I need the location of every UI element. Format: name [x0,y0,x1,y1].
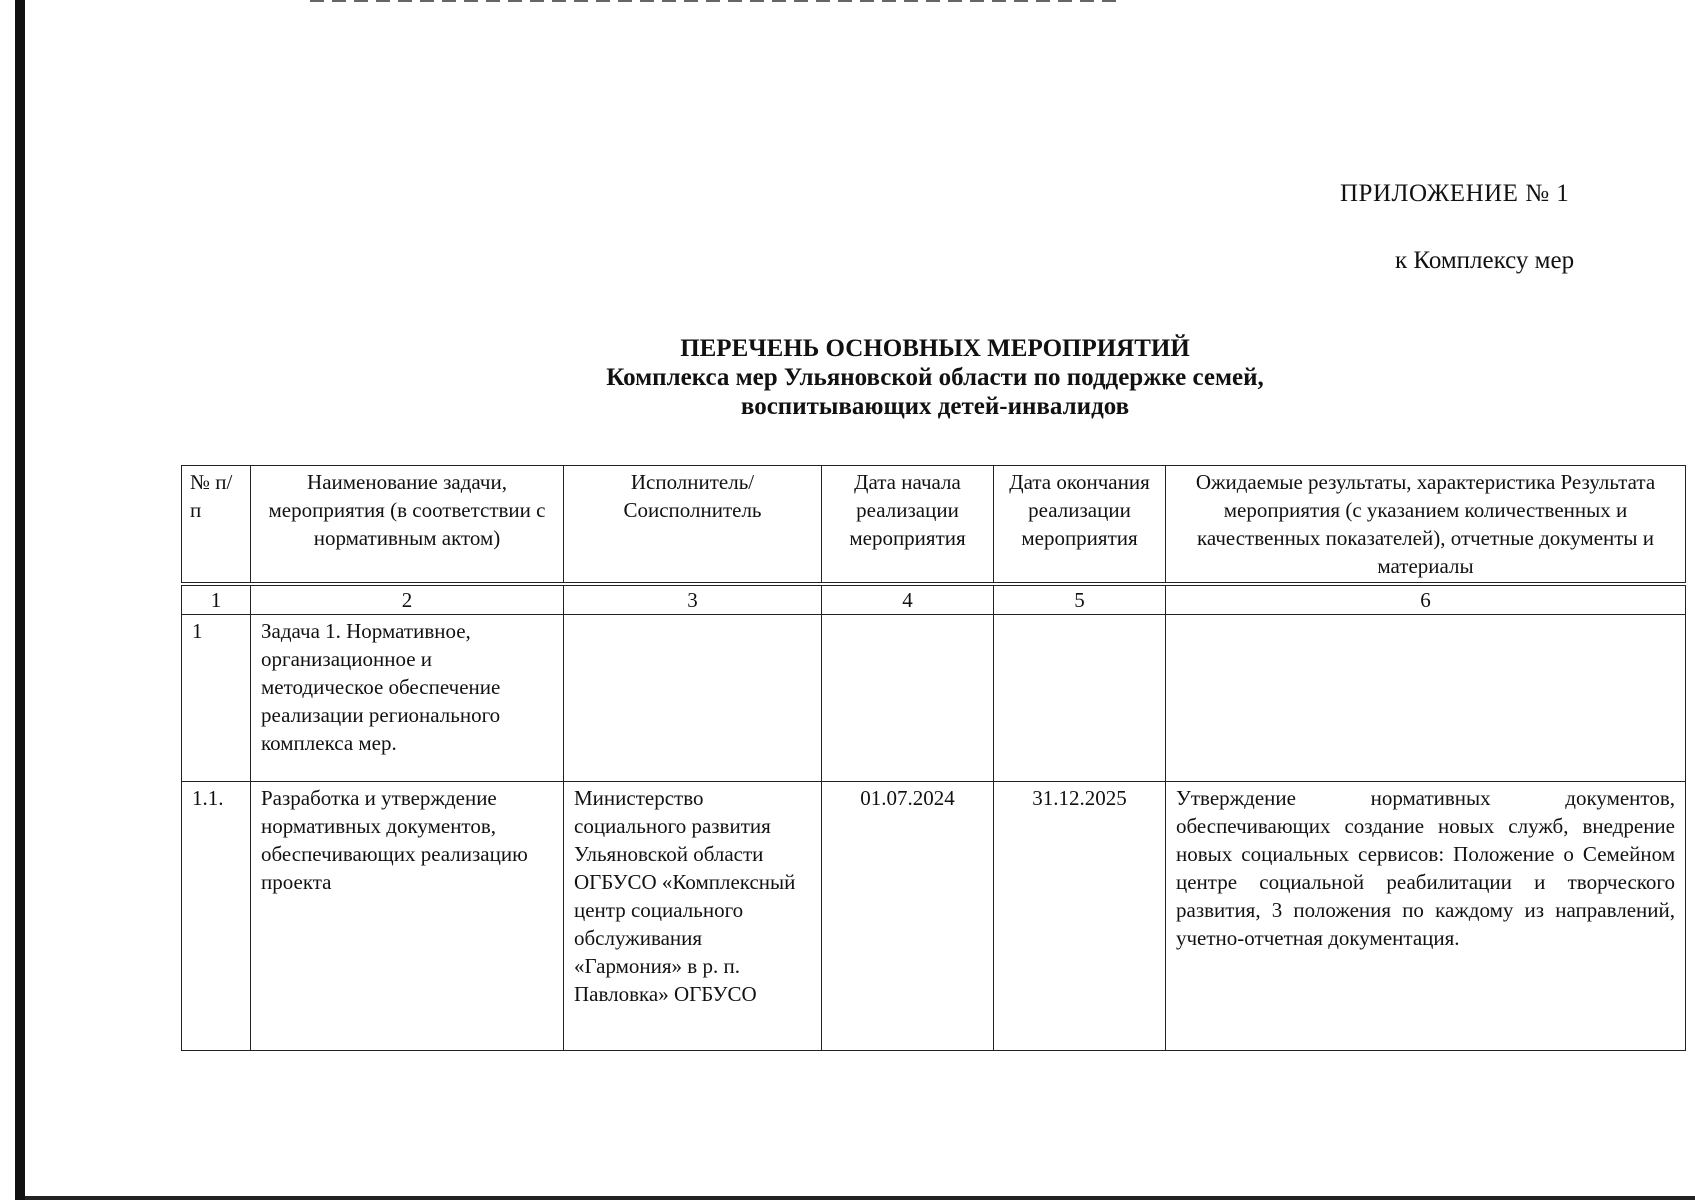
column-number-row [182,584,1686,615]
header-executor: Исполнитель/ Соисполнитель [564,466,822,585]
column-number: 5 [994,584,1166,615]
column-number: 2 [251,584,564,615]
header-task-name: Наименование задачи, мероприятия (в соответствии с нормативным актом) [251,466,564,585]
column-number: 4 [822,584,994,615]
task-number: 1 [182,615,251,782]
header-number: № п/п [182,466,251,585]
column-number: 1 [182,584,251,615]
heading-line-1: ПЕРЕЧЕНЬ ОСНОВНЫХ МЕРОПРИЯТИЙ [680,335,1190,362]
item-result: Утверждение нормативных документов, обеспечивающих создание новых служб, внедрение новых социальных сервисов: Положение о Семейном центре социальной реабилитации и творческого развития, 3 положения по каждому из направлений, учетно-отчетная документация. [1166,782,1686,1051]
column-number: 6 [1166,584,1686,615]
empty-cell [822,615,994,782]
header-start-date: Дата начала реализации мероприятия [822,466,994,585]
document-heading [180,334,1690,421]
appendix-title: ПРИЛОЖЕНИЕ № 1 [1340,180,1570,207]
activities-table [181,465,1686,1051]
scan-left-edge [15,0,25,1200]
empty-cell [564,615,822,782]
header-end-date: Дата окончания реализации мероприятия [994,466,1166,585]
scan-bottom-edge [25,1196,1695,1200]
item-start-date: 01.07.2024 [822,782,994,1051]
item-end-date: 31.12.2025 [994,782,1166,1051]
item-executor: Министерство социального развития Ульяновской области ОГБУСО «Комплексный центр социального обслуживания «Гармония» в р. п. Павловка» ОГБУСО [564,782,822,1051]
heading-line-2: Комплекса мер Ульяновской области по поддержке семей, [606,364,1264,391]
table-row [182,782,1686,1051]
scan-top-marks [310,0,1120,2]
table-header-row [182,466,1686,585]
item-name: Разработка и утверждение нормативных документов, обеспечивающих реализацию проекта [251,782,564,1051]
appendix-subtitle: к Комплексу мер [1395,247,1575,274]
column-number: 3 [564,584,822,615]
item-number: 1.1. [182,782,251,1051]
empty-cell [994,615,1166,782]
heading-line-3: воспитывающих детей-инвалидов [740,393,1130,420]
header-expected-results: Ожидаемые результаты, характеристика Результата мероприятия (с указанием количественных и качественных показателей), отчетные документы и материалы [1166,466,1686,585]
table-row [182,615,1686,782]
empty-cell [1166,615,1686,782]
task-name: Задача 1. Нормативное, организационное и методическое обеспечение реализации регионального комплекса мер. [251,615,564,782]
